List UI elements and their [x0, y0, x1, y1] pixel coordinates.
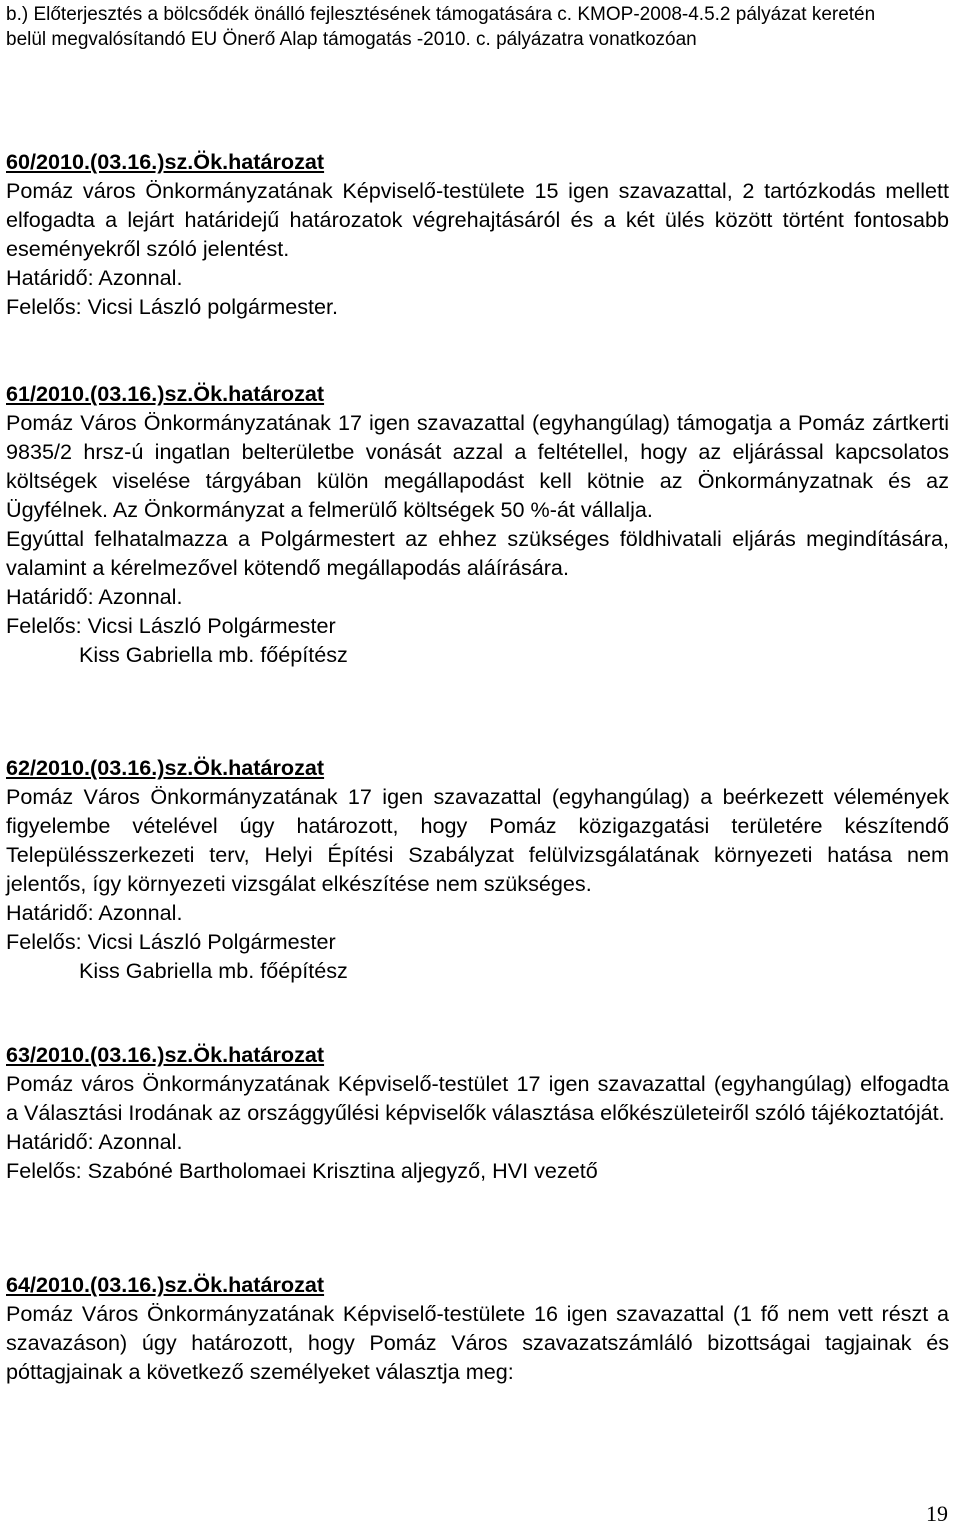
resolution-responsible: Felelős: Vicsi László polgármester. — [6, 294, 339, 319]
resolution-deadline: Határidő: Azonnal. — [6, 265, 183, 290]
resolution-60 — [6, 147, 949, 321]
resolution-responsible: Felelős: Vicsi László Polgármester — [6, 613, 336, 638]
resolution-responsible: Felelős: Szabóné Bartholomaei Krisztina aljegyző, HVI vezető — [6, 1158, 598, 1183]
resolution-heading: 61/2010.(03.16.)sz.Ök.határozat — [6, 381, 325, 406]
resolution-heading: 64/2010.(03.16.)sz.Ök.határozat — [6, 1272, 325, 1297]
resolution-63 — [6, 1040, 949, 1185]
resolution-heading: 62/2010.(03.16.)sz.Ök.határozat — [6, 755, 325, 780]
resolution-62 — [6, 753, 949, 985]
resolution-body: Pomáz Város Önkormányzatának 17 igen szavazattal (egyhangúlag) támogatja a Pomáz zártkerti 9835/2 hrsz-ú ingatlan belterületbe vonását azzal a feltétellel, hogy az eljárással kapcsolatos költségek viselése tárgyában külön megállapodást kell kötnie az Önkormányzatnak és az Ügyfélnek. Az Önkormányzat a felmerülő költségek 50 %-át vállalja. — [6, 410, 949, 522]
resolution-body: Pomáz Város Önkormányzatának 17 igen szavazattal (egyhangúlag) a beérkezett vélemények figyelembe vételével úgy határozott, hogy Pomáz közigazgatási területére készítendő Településszerkezeti terv, Helyi Építési Szabályzat felülvizsgálatának környezeti hatása nem jelentős, így környezeti vizsgálat elkészítése nem szükséges. — [6, 784, 949, 896]
resolution-deadline: Határidő: Azonnal. — [6, 900, 183, 925]
resolution-heading: 63/2010.(03.16.)sz.Ök.határozat — [6, 1042, 325, 1067]
resolution-responsible-second: Kiss Gabriella mb. főépítész — [79, 642, 348, 667]
resolution-responsible-second: Kiss Gabriella mb. főépítész — [79, 958, 348, 983]
resolution-heading: 60/2010.(03.16.)sz.Ök.határozat — [6, 149, 325, 174]
resolution-body: Pomáz város Önkormányzatának Képviselő-testület 17 igen szavazattal (egyhangúlag) elfogadta a Választási Irodának az országgyűlési képviselők választása előkészületeiről szóló tájékoztatóját. — [6, 1071, 949, 1125]
resolution-body: Pomáz város Önkormányzatának Képviselő-testülete 15 igen szavazattal, 2 tartózkodás mellett elfogadta a lejárt határidejű határozatok végrehajtásáról és a két ülés között történt fontosabb eseményekről szóló jelentést. — [6, 178, 949, 261]
resolution-body: Pomáz Város Önkormányzatának Képviselő-testülete 16 igen szavazattal (1 fő nem vett részt a szavazáson) úgy határozott, hogy Pomáz Város szavazatszámláló bizottságai tagjainak és póttagjainak a következő személyeket választja meg: — [6, 1301, 949, 1384]
resolution-61 — [6, 379, 949, 669]
page-number: 19 — [926, 1501, 948, 1526]
document-header: b.) Előterjesztés a bölcsődék önálló fejlesztésének támogatására c. KMOP-2008-4.5.2 pályázat keretén belül megvalósítandó EU Önerő Alap támogatás -2010. c. pályázatra vonatkozóan — [6, 4, 876, 50]
resolution-64 — [6, 1270, 949, 1386]
resolution-deadline: Határidő: Azonnal. — [6, 1129, 183, 1154]
resolution-responsible: Felelős: Vicsi László Polgármester — [6, 929, 336, 954]
resolution-body-continued: Egyúttal felhatalmazza a Polgármestert az ehhez szükséges földhivatali eljárás megindítására, valamint a kérelmezővel kötendő megállapodás aláírására. — [6, 526, 949, 580]
resolution-deadline: Határidő: Azonnal. — [6, 584, 183, 609]
